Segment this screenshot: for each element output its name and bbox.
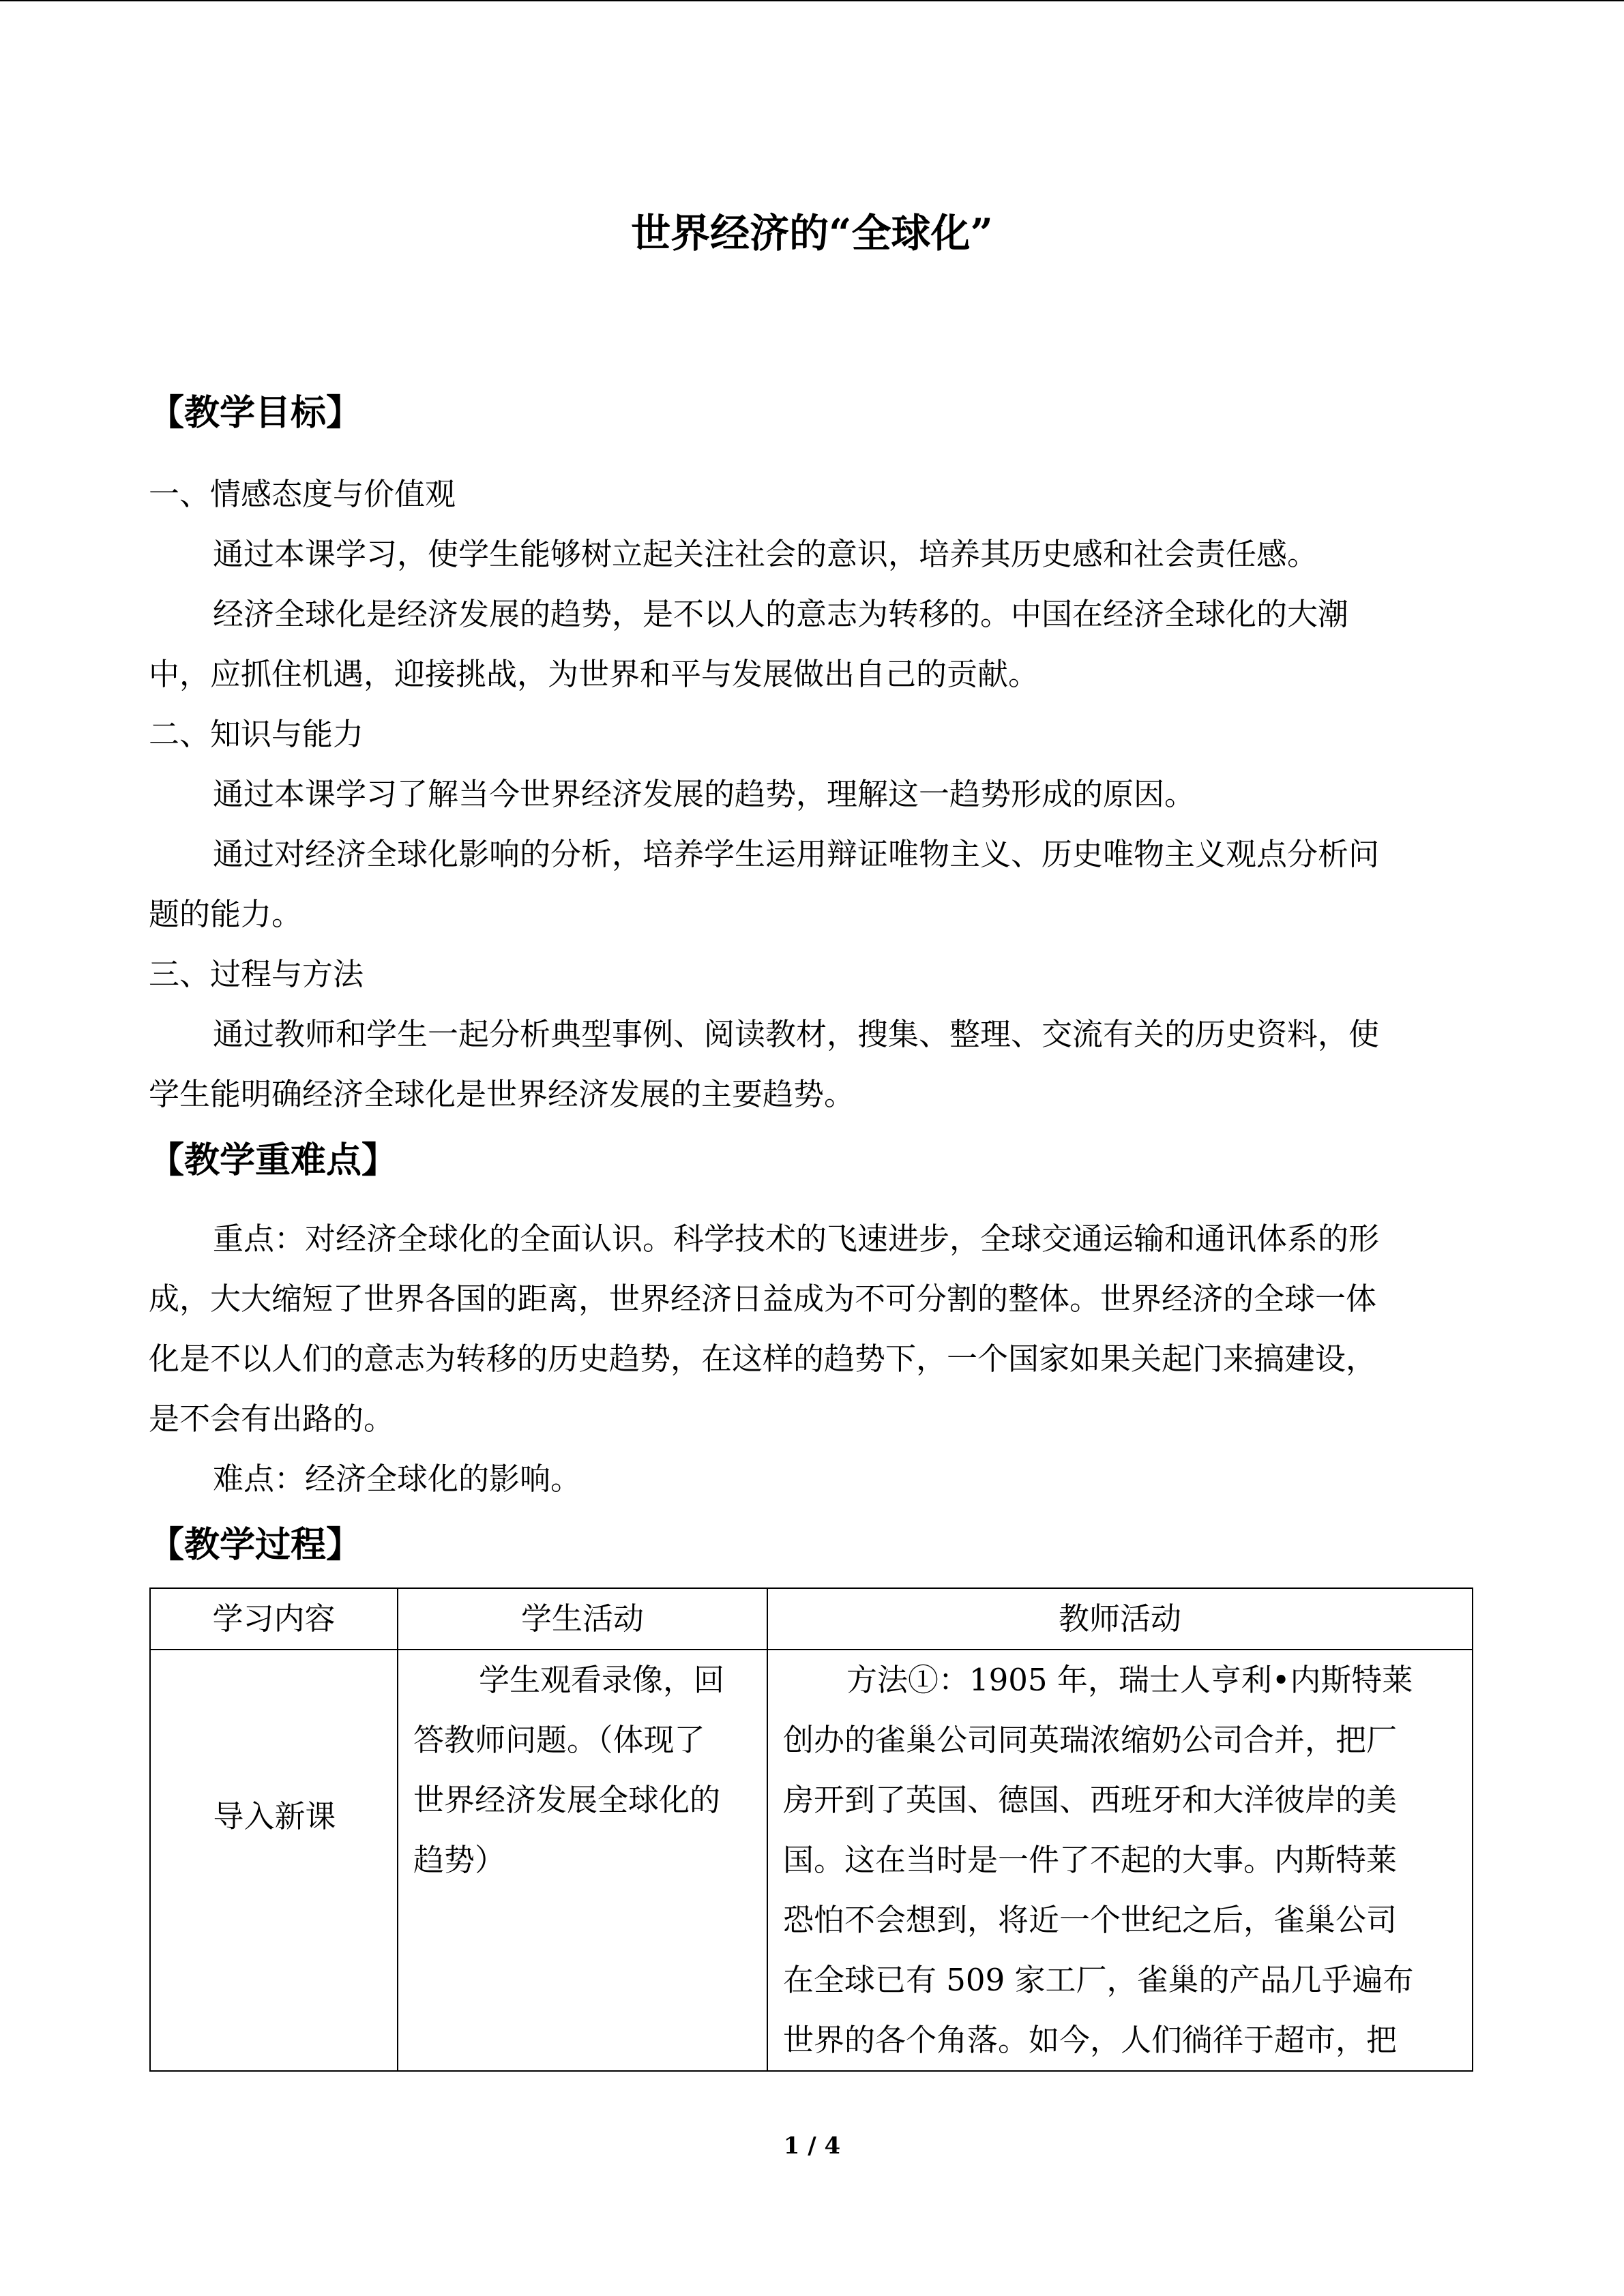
student-activity-line: 答教师问题。（体现了	[413, 1722, 705, 1758]
top-border-line	[0, 0, 1624, 1]
teacher-activity-line: 国。这在当时是一件了不起的大事。内斯特莱	[783, 1842, 1398, 1878]
objectives-line: 中，应抓住机遇，迎接挑战，为世界和平与发展做出自己的贡献。	[149, 656, 1039, 692]
section-heading-process: 【教学过程】	[149, 1524, 362, 1566]
teacher-activity-line: 在全球已有 509 家工厂，雀巢的产品几乎遍布	[783, 1962, 1414, 1998]
student-activity-line: 学生观看录像，回	[479, 1662, 725, 1698]
objectives-line: 题的能力。	[149, 896, 303, 932]
teacher-activity-line: 世界的各个角落。如今，人们徜徉于超市，把	[783, 2022, 1398, 2058]
key-points-line: 难点：经济全球化的影响。	[213, 1461, 582, 1497]
cell-teacher-activity	[767, 1650, 1473, 2071]
objectives-line: 通过本课学习，使学生能够树立起关注社会的意识，培养其历史感和社会责任感。	[213, 536, 1318, 572]
key-points-line: 化是不以人们的意志为转移的历史趋势，在这样的趋势下，一个国家如果关起门来搞建设，	[149, 1341, 1377, 1377]
header-teacher-activity: 教师活动	[767, 1588, 1473, 1650]
objectives-line: 通过教师和学生一起分析典型事例、阅读教材，搜集、整理、交流有关的历史资料，使	[213, 1016, 1380, 1052]
objectives-line: 通过对经济全球化影响的分析，培养学生运用辩证唯物主义、历史唯物主义观点分析问	[213, 836, 1380, 872]
objectives-line: 二、知识与能力	[149, 716, 364, 752]
objectives-line: 三、过程与方法	[149, 956, 364, 992]
objectives-line: 学生能明确经济全球化是世界经济发展的主要趋势。	[149, 1076, 855, 1112]
section-heading-objectives: 【教学目标】	[149, 392, 362, 434]
teacher-activity-line: 恐怕不会想到，将近一个世纪之后，雀巢公司	[783, 1902, 1398, 1938]
key-points-line: 是不会有出路的。	[149, 1401, 395, 1437]
process-table	[149, 1587, 1473, 2072]
key-points-line: 重点：对经济全球化的全面认识。科学技术的飞速进步，全球交通运输和通讯体系的形	[213, 1221, 1380, 1257]
objectives-line: 通过本课学习了解当今世界经济发展的趋势，理解这一趋势形成的原因。	[213, 776, 1196, 812]
teacher-activity-line: 方法①：1905 年，瑞士人亨利•内斯特莱	[846, 1662, 1413, 1698]
table-row	[150, 1650, 1473, 2071]
key-points-line: 成，大大缩短了世界各国的距离，世界经济日益成为不可分割的整体。世界经济的全球一体	[149, 1281, 1377, 1317]
header-student-activity: 学生活动	[398, 1588, 767, 1650]
objectives-line: 一、情感态度与价值观	[149, 476, 456, 512]
teacher-activity-line: 房开到了英国、德国、西班牙和大洋彼岸的美	[783, 1782, 1398, 1818]
cell-student-activity	[398, 1650, 767, 2071]
learning-content-text: 导入新课	[213, 1798, 336, 1834]
page-number: 1 / 4	[783, 2132, 841, 2160]
header-learning-content: 学习内容	[150, 1588, 398, 1650]
cell-learning-content	[150, 1650, 398, 2071]
teacher-activity-line: 创办的雀巢公司同英瑞浓缩奶公司合并，把厂	[783, 1722, 1398, 1758]
student-activity-line: 世界经济发展全球化的	[413, 1782, 721, 1818]
document-title: 世界经济的“全球化”	[631, 210, 993, 256]
objectives-line: 经济全球化是经济发展的趋势，是不以人的意志为转移的。中国在经济全球化的大潮	[213, 596, 1349, 632]
student-activity-line: 趋势）	[413, 1842, 506, 1878]
table-header-row	[150, 1588, 1473, 1650]
section-heading-key-points: 【教学重难点】	[149, 1139, 398, 1181]
